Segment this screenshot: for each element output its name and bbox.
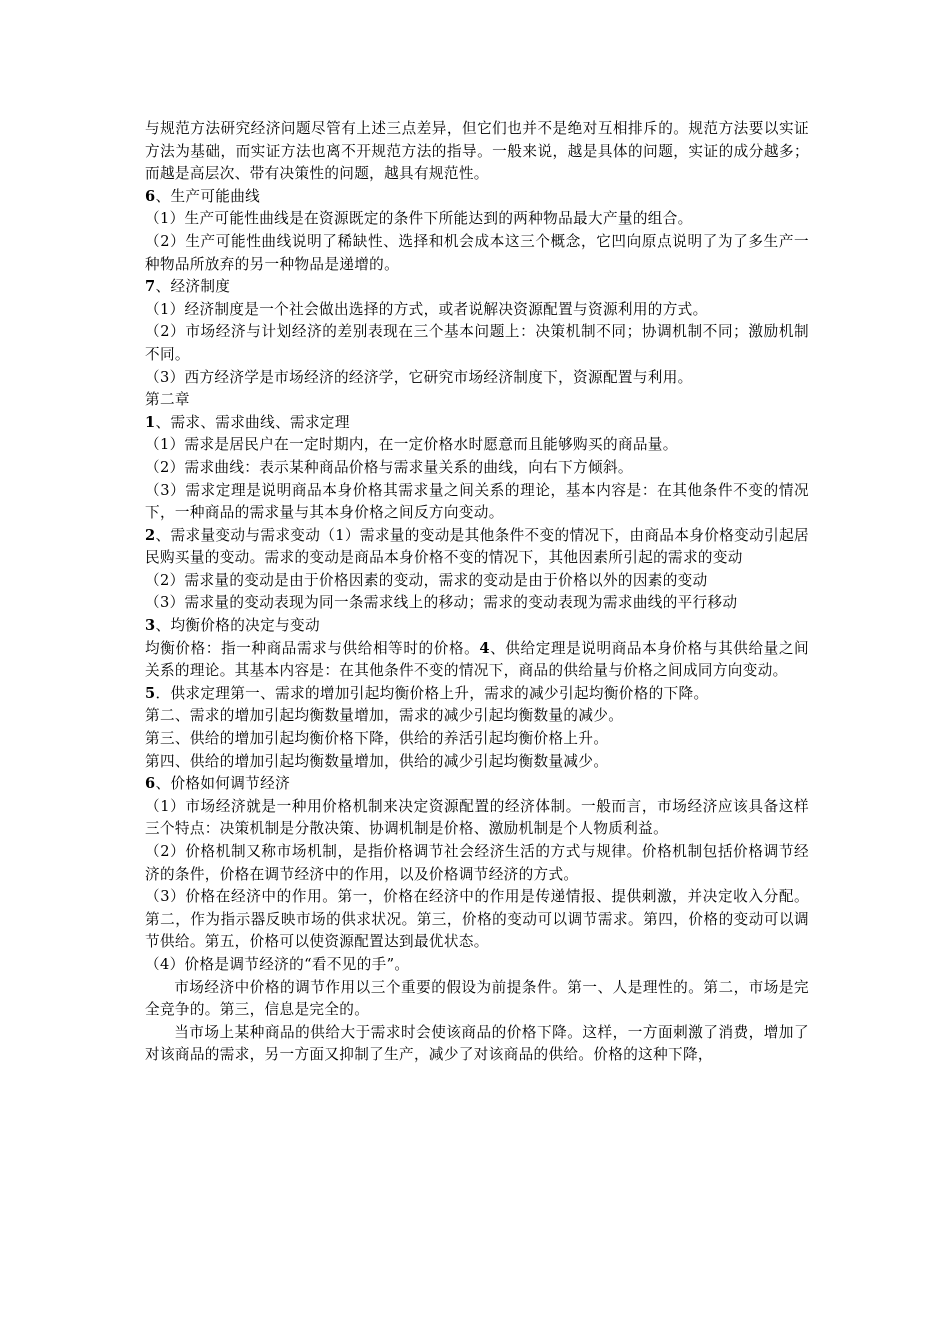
text-run: ．供求定理第一、需求的增加引起均衡价格上升，需求的减少引起均衡价格的下降。 bbox=[155, 684, 709, 702]
paragraph bbox=[145, 705, 809, 728]
paragraph bbox=[145, 412, 809, 435]
paragraph bbox=[145, 186, 809, 209]
paragraph bbox=[145, 841, 809, 886]
text-run: （2）生产可能性曲线说明了稀缺性、选择和机会成本这三个概念，它凹向原点说明了为了多生产一种物品所放弃的另一种物品是递增的。 bbox=[145, 232, 809, 273]
document-body bbox=[145, 118, 809, 1067]
paragraph bbox=[145, 321, 809, 366]
text-run: （2）市场经济与计划经济的差别表现在三个基本问题上：决策机制不同；协调机制不同；激励机制不同。 bbox=[145, 323, 809, 363]
bold-number: 2 bbox=[145, 526, 156, 544]
paragraph bbox=[145, 367, 809, 390]
paragraph bbox=[145, 615, 809, 638]
paragraph bbox=[145, 525, 809, 570]
text-run: 、价格如何调节经济 bbox=[155, 775, 291, 793]
text-run: （1）市场经济就是一种用价格机制来决定资源配置的经济体制。一般而言，市场经济应该具备这样三个特点：决策机制是分散决策、协调机制是价格、激励机制是个人物质利益。 bbox=[145, 797, 809, 838]
bold-number: 1 bbox=[145, 413, 156, 431]
paragraph bbox=[145, 592, 809, 615]
paragraph bbox=[145, 977, 809, 1022]
paragraph bbox=[145, 728, 809, 751]
text-run: 与规范方法研究经济问题尽管有上述三点差异，但它们也并不是绝对互相排斥的。规范方法要以实证方法为基础，而实证方法也离不开规范方法的指导。一般来说，越是具体的问题，实证的成分越多；而越是高层次、带有决策性的问题，越具有规范性。 bbox=[145, 120, 809, 183]
paragraph bbox=[145, 796, 809, 841]
paragraph bbox=[145, 683, 809, 706]
text-run: 、需求量变动与需求变动（1）需求量的变动是其他条件不变的情况下，由商品本身价格变动引起居民购买量的变动。需求的变动是商品本身价格不变的情况下，其他因素所引起的需求的变动 bbox=[145, 526, 809, 567]
text-run: 、需求、需求曲线、需求定理 bbox=[155, 413, 350, 431]
text-run: （4）价格是调节经济的“看不见的手”。 bbox=[145, 955, 410, 973]
paragraph bbox=[145, 118, 809, 186]
text-run: 第四、供给的增加引起均衡数量增加，供给的减少引起均衡数量减少。 bbox=[145, 752, 609, 770]
paragraph bbox=[145, 751, 809, 774]
text-run: 当市场上某种商品的供给大于需求时会使该商品的价格下降。这样，一方面刺激了消费，增加了对该商品的需求，另一方面又抑制了生产，减少了对该商品的供给。价格的这种下降， bbox=[145, 1023, 809, 1064]
text-run: 、生产可能曲线 bbox=[155, 187, 261, 205]
paragraph bbox=[145, 886, 809, 954]
paragraph bbox=[145, 480, 809, 525]
text-run: （1）需求是居民户在一定时期内，在一定价格水时愿意而且能够购买的商品量。 bbox=[145, 436, 678, 454]
paragraph bbox=[145, 570, 809, 593]
paragraph bbox=[145, 457, 809, 480]
text-run: 市场经济中价格的调节作用以三个重要的假设为前提条件。第一、人是理性的。第二，市场是完全竞争的。第三，信息是完全的。 bbox=[145, 978, 809, 1019]
text-run: （2）价格机制又称市场机制，是指价格调节社会经济生活的方式与规律。价格机制包括价格调节经济的条件，价格在调节经济中的作用，以及价格调节经济的方式。 bbox=[145, 843, 809, 883]
text-run: 、经济制度 bbox=[155, 278, 231, 296]
bold-number: 3 bbox=[145, 617, 156, 635]
text-run: 、均衡价格的决定与变动 bbox=[155, 617, 320, 635]
text-run: 均衡价格：指一种商品需求与供给相等时的价格。 bbox=[145, 639, 480, 657]
text-run: （3）需求定理是说明商品本身价格其需求量之间关系的理论，基本内容是：在其他条件不变的情况下，一种商品的需求量与其本身价格之间反方向变动。 bbox=[145, 481, 809, 522]
bold-number: 6 bbox=[145, 775, 156, 793]
text-run: （2）需求量的变动是由于价格因素的变动，需求的变动是由于价格以外的因素的变动 bbox=[145, 571, 708, 589]
paragraph bbox=[145, 276, 809, 299]
text-run: 第二章 bbox=[145, 391, 190, 409]
bold-number: 7 bbox=[145, 278, 156, 296]
paragraph bbox=[145, 638, 809, 683]
bold-number: 5 bbox=[145, 684, 156, 702]
paragraph bbox=[145, 389, 809, 412]
paragraph bbox=[145, 1022, 809, 1067]
text-run: （1）生产可能性曲线是在资源既定的条件下所能达到的两种物品最大产量的组合。 bbox=[145, 210, 693, 228]
text-run: （3）价格在经济中的作用。第一，价格在经济中的作用是传递情报、提供刺激，并决定收入分配。第二，作为指示器反映市场的供求状况。第三，价格的变动可以调节需求。第四，价格的变动可以调节供给。第五，价格可以使资源配置达到最优状态。 bbox=[145, 888, 809, 951]
paragraph bbox=[145, 231, 809, 276]
text-run: 第三、供给的增加引起均衡价格下降，供给的养活引起均衡价格上升。 bbox=[145, 730, 609, 748]
text-run: （3）西方经济学是市场经济的经济学，它研究市场经济制度下，资源配置与利用。 bbox=[145, 368, 693, 386]
paragraph bbox=[145, 434, 809, 457]
paragraph bbox=[145, 773, 809, 796]
text-run: （2）需求曲线：表示某种商品价格与需求量关系的曲线，向右下方倾斜。 bbox=[145, 458, 633, 476]
paragraph bbox=[145, 954, 809, 977]
text-run: （3）需求量的变动表现为同一条需求线上的移动；需求的变动表现为需求曲线的平行移动 bbox=[145, 594, 738, 612]
paragraph bbox=[145, 299, 809, 322]
text-run: （1）经济制度是一个社会做出选择的方式，或者说解决资源配置与资源利用的方式。 bbox=[145, 300, 708, 318]
text-run: 、供给定理是说明商品本身价格与其供给量之间关系的理论。其基本内容是：在其他条件不变的情况下，商品的供给量与价格之间成同方向变动。 bbox=[145, 639, 809, 680]
text-run: 第二、需求的增加引起均衡数量增加，需求的减少引起均衡数量的减少。 bbox=[145, 707, 624, 725]
bold-number: 4 bbox=[479, 639, 490, 657]
bold-number: 6 bbox=[145, 187, 156, 205]
paragraph bbox=[145, 208, 809, 231]
